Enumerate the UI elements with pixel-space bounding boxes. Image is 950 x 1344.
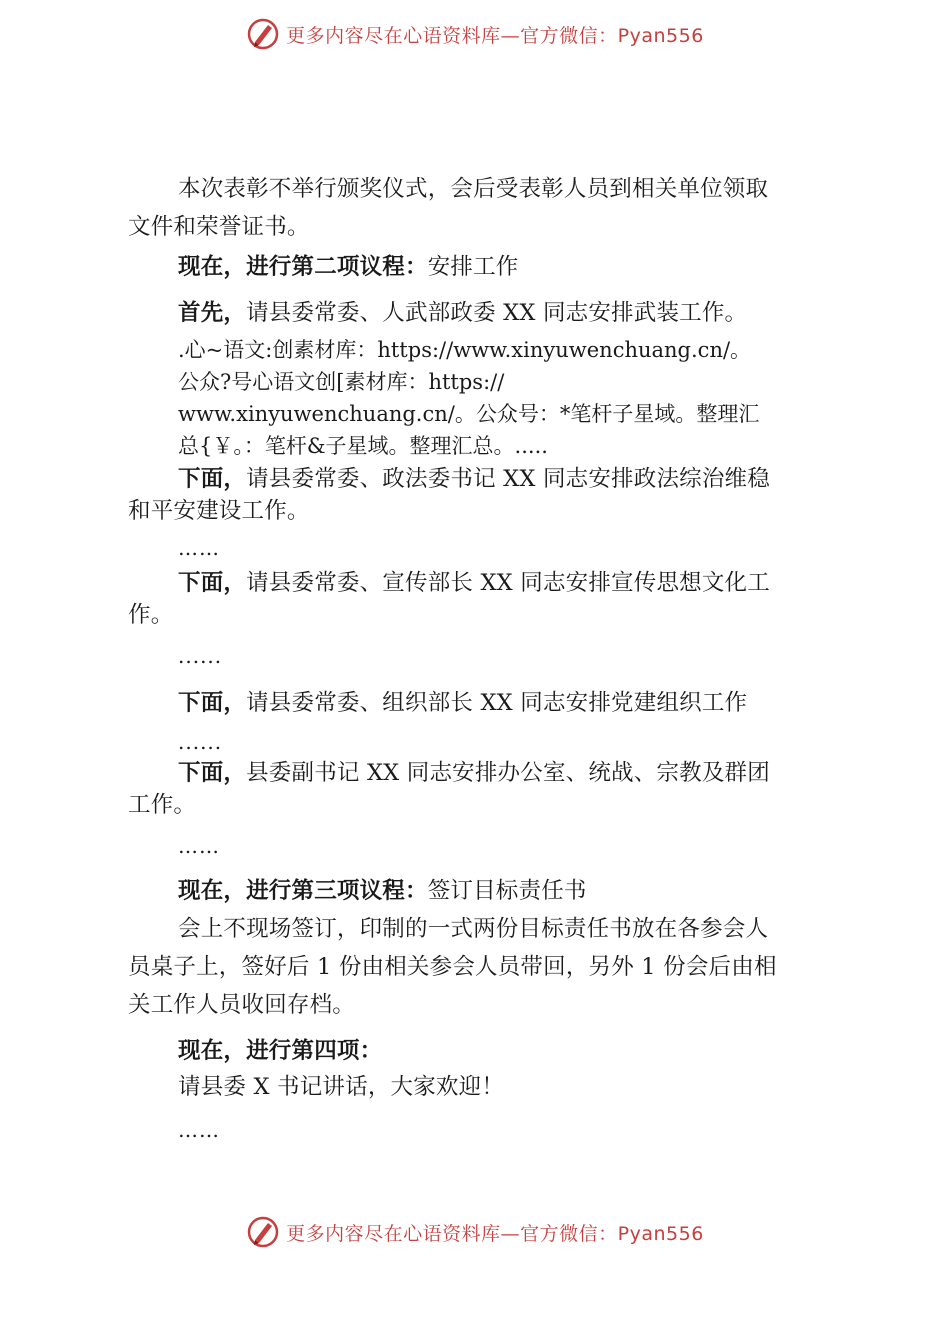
paragraph-propaganda-1: 下面，请县委常委、宣传部长 XX 同志安排宣传思想文化工 <box>178 570 770 596</box>
paragraph-deputy-2: 工作。 <box>128 792 197 818</box>
paragraph-armed-forces: 首先，请县委常委、人武部政委 XX 同志安排武装工作。 <box>178 300 748 326</box>
paragraph-sign-2: 员桌子上，签好后 1 份由相关参会人员带回，另外 1 份会后由相 <box>128 954 777 980</box>
banner-text: 更多内容尽在心语资料库—官方微信：Pyan556 <box>286 24 704 47</box>
wechat-id: Pyan556 <box>617 1222 704 1245</box>
paragraph-politics-2: 和平安建设工作。 <box>128 498 310 524</box>
paragraph-organization: 下面，请县委常委、组织部长 XX 同志安排党建组织工作 <box>178 690 748 716</box>
agenda-heading: 现在，进行第三项议程： <box>178 878 428 904</box>
agenda-item-4 <box>128 1032 834 1070</box>
paragraph-speech: 请县委 X 书记讲话，大家欢迎！ <box>178 1074 505 1100</box>
ellipsis-5: …… <box>178 1118 220 1142</box>
agenda-item-3: 现在，进行第三项议程：签订目标责任书 <box>178 878 587 904</box>
paragraph-sign-1: 会上不现场签订，印制的一式两份目标责任书放在各参会人 <box>178 916 769 942</box>
agenda-heading: 现在，进行第二项议程： <box>178 254 428 280</box>
watermark-line-3: www.xinyuwenchuang.cn/。公众号：*笔杆子星域。整理汇 <box>178 402 760 426</box>
paragraph-deputy-1: 下面，县委副书记 XX 同志安排办公室、统战、宗教及群团 <box>178 760 770 786</box>
watermark-line-4: 总{￥。：笔杆&子星域。整理汇总。..... <box>178 434 548 458</box>
pen-logo-icon <box>246 1215 280 1249</box>
watermark-line-2: 公众?号心语文创[素材库：https:// <box>178 370 505 394</box>
footer-banner <box>0 1212 950 1252</box>
pen-logo-icon <box>246 17 280 51</box>
watermark-line-1: .心~语文:创素材库：https://www.xinyuwenchuang.cn/。 <box>178 338 752 362</box>
paragraph-propaganda-2: 作。 <box>128 602 174 628</box>
ellipsis-4: …… <box>178 834 220 858</box>
paragraph-award-2: 文件和荣誉证书。 <box>128 214 310 240</box>
paragraph-sign-3: 关工作人员收回存档。 <box>128 992 356 1018</box>
paragraph-politics-1: 下面，请县委常委、政法委书记 XX 同志安排政法综治维稳 <box>178 466 770 492</box>
ellipsis-2: ...... <box>178 644 223 668</box>
ellipsis-1: …… <box>178 536 220 560</box>
banner-text: 更多内容尽在心语资料库—官方微信：Pyan556 <box>286 1222 704 1245</box>
agenda-heading: 现在，进行第四项： <box>178 1038 383 1064</box>
agenda-item-2: 现在，进行第二项议程：安排工作 <box>178 254 519 280</box>
header-banner <box>0 14 950 54</box>
paragraph-award-1: 本次表彰不举行颁奖仪式，会后受表彰人员到相关单位领取 <box>178 176 769 202</box>
wechat-id: Pyan556 <box>617 24 704 47</box>
ellipsis-3: ...... <box>178 730 223 754</box>
